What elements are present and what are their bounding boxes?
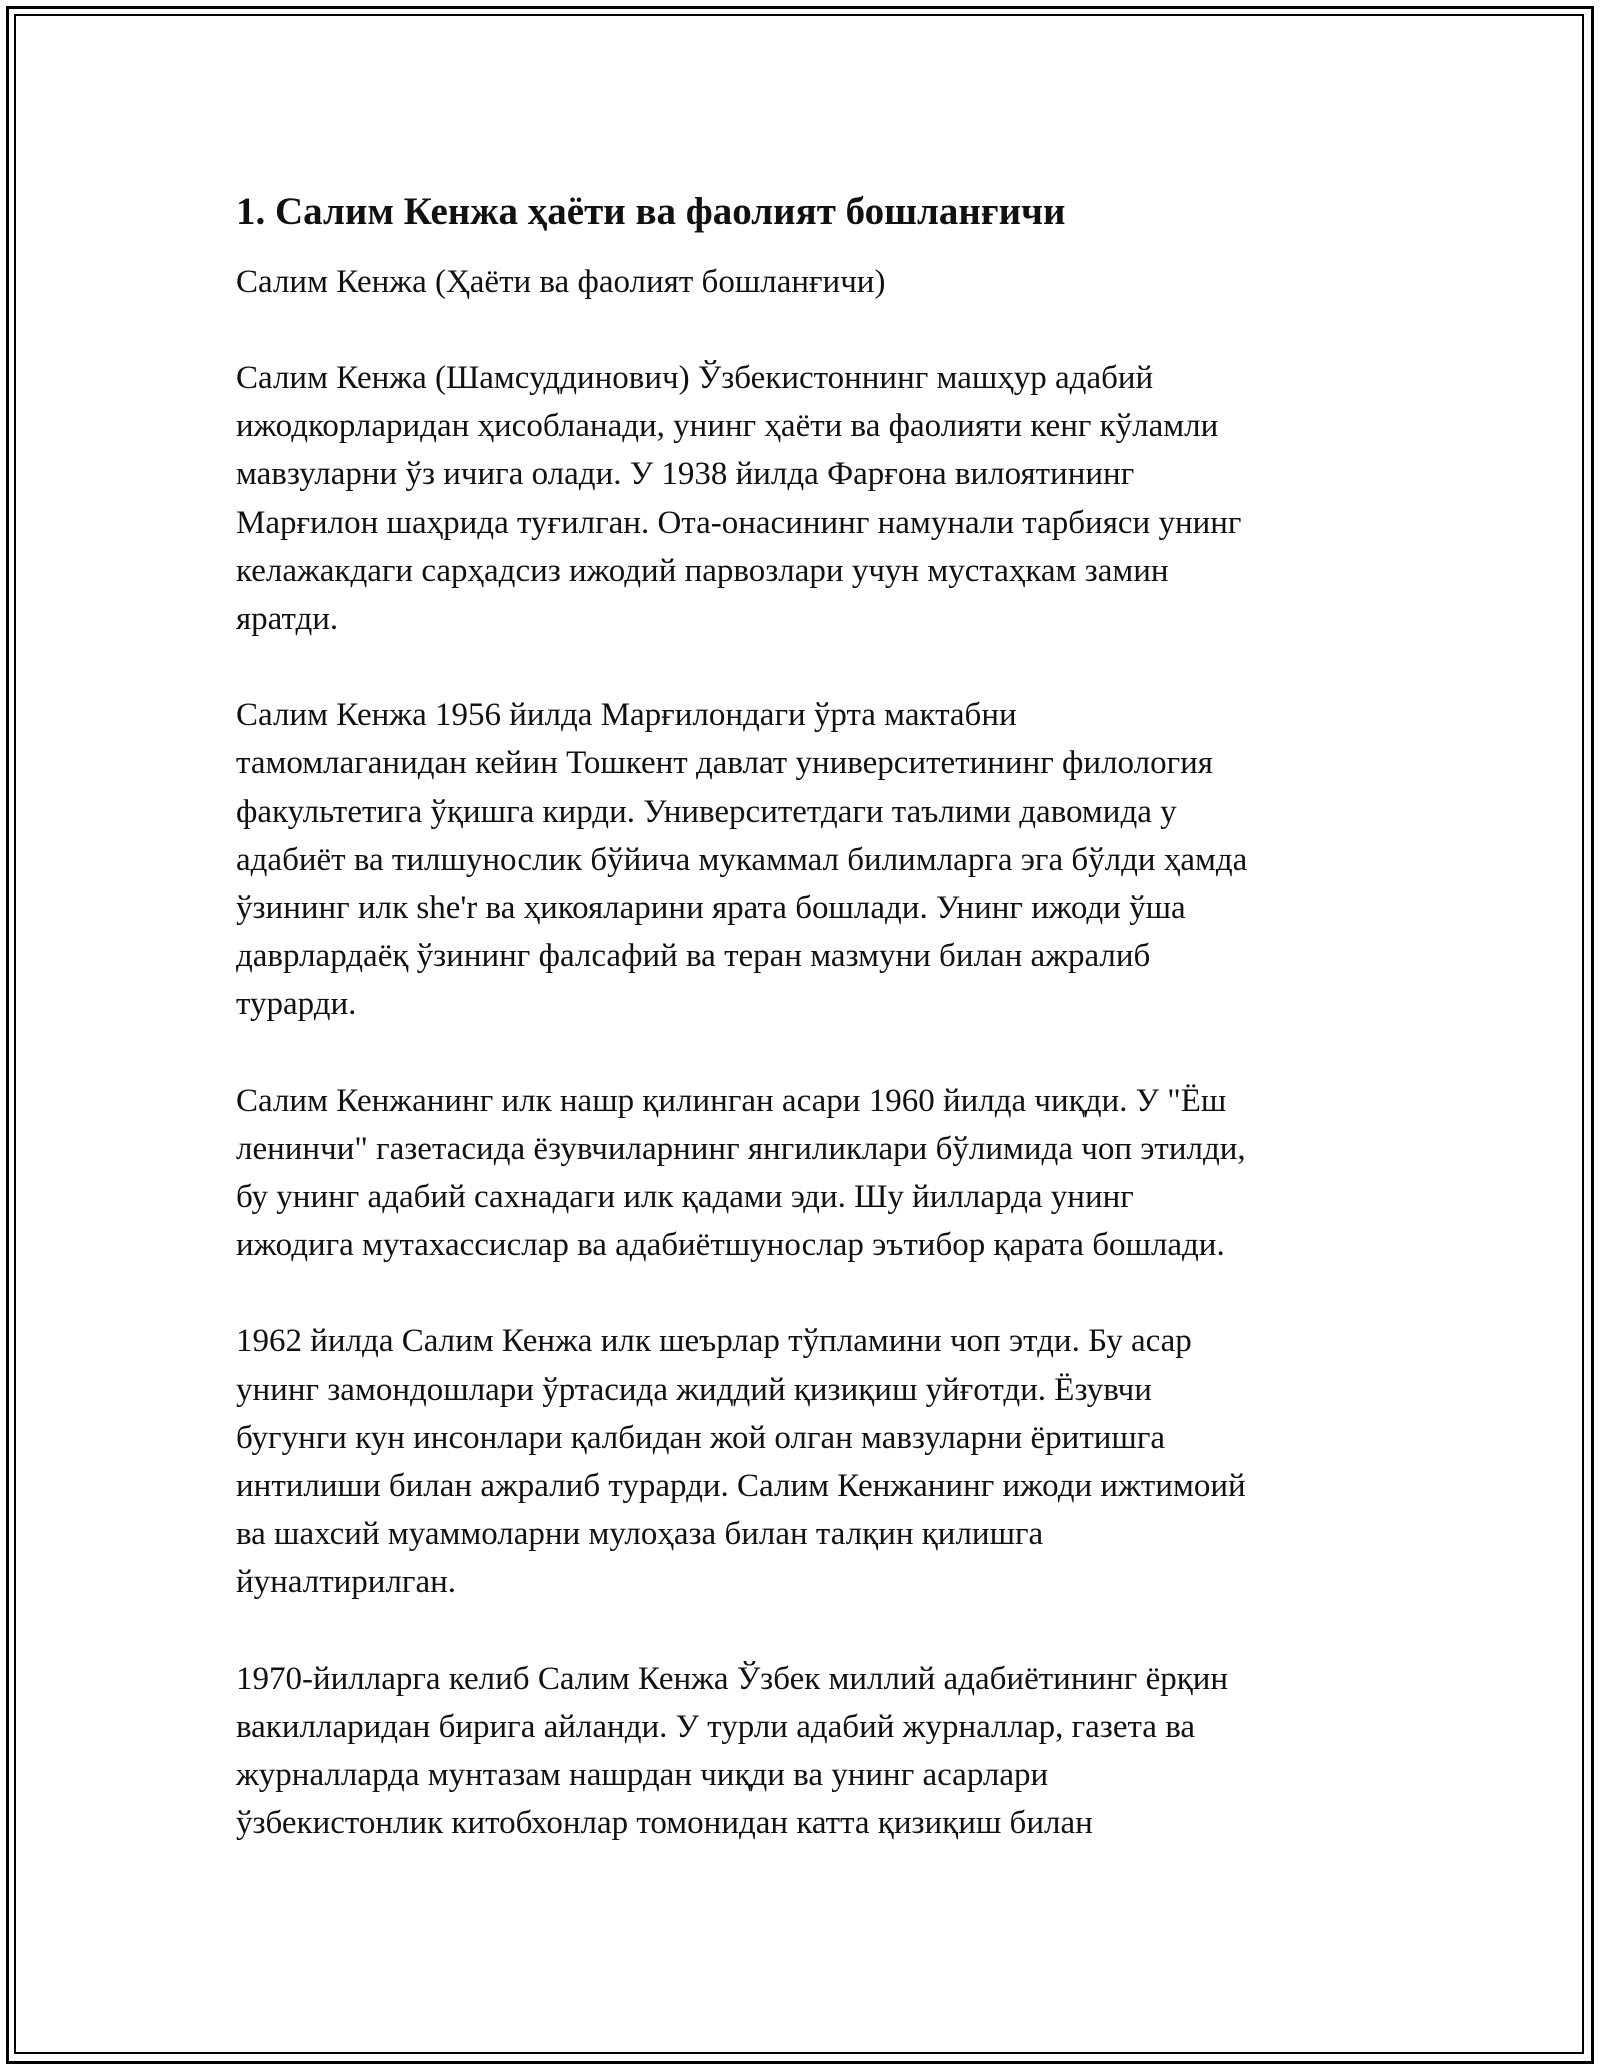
paragraph-1 (236, 354, 1386, 643)
paragraph-line: унинг замондошлари ўртасида жиддий қизиқиш уйғотди. Ёзувчи (236, 1371, 1152, 1408)
paragraph-line: ижодкорларидан ҳисобланади, унинг ҳаёти ва фаолияти кенг кўламли (236, 408, 1219, 445)
paragraph-line: ва шахсий муаммоларни мулоҳаза билан талқин қилишга (236, 1516, 1044, 1553)
paragraph-line: 1970-йилларга келиб Салим Кенжа Ўзбек миллий адабиётининг ёрқин (236, 1660, 1229, 1697)
paragraph-line: Салим Кенжа (Шамсуддинович) Ўзбекистоннинг машҳур адабий (236, 360, 1154, 396)
paragraph-line: яратди. (236, 601, 339, 638)
paragraph-line: журналларда мунтазам нашрдан чиқди ва унинг асарлари (236, 1757, 1049, 1794)
paragraph-line: адабиёт ва тилшунослик бўйича мукаммал билимларга эга бўлди ҳамда (236, 841, 1248, 878)
paragraph-line: йуналтирилган. (236, 1564, 457, 1601)
paragraph-4 (236, 1317, 1386, 1606)
paragraph-line: факультетига ўқишга кирди. Университетдаги таълими давомида у (236, 793, 1177, 830)
section-subtitle: Салим Кенжа (Ҳаёти ва фаолият бошланғичи) (236, 264, 886, 300)
document-page (236, 184, 1386, 1847)
paragraph-line: даврлардаёқ ўзининг фалсафий ва теран мазмуни билан ажралиб (236, 938, 1151, 975)
paragraph-5 (236, 1655, 1386, 1848)
paragraph-line: вакилларидан бирига айланди. У турли адабий журналлар, газета ва (236, 1708, 1195, 1745)
paragraph-line: ўзининг илк she'r ва ҳикояларини ярата бошлади. Унинг ижоди ўша (236, 890, 1186, 927)
paragraph-line: ўзбекистонлик китобхонлар томонидан катта қизиқиш билан (236, 1805, 1093, 1842)
paragraph-2 (236, 691, 1386, 1028)
paragraph-line: ижодига мутахассислар ва адабиётшунослар эътибор қарата бошлади. (236, 1227, 1225, 1264)
paragraph-line: Марғилон шаҳрида туғилган. Ота-онасининг намунали тарбияси унинг (236, 504, 1242, 541)
paragraph-line: интилиши билан ажралиб турарди. Салим Кенжанинг ижоди ижтимоий (236, 1468, 1246, 1505)
paragraph-3 (236, 1077, 1386, 1270)
paragraph-line: турарди. (236, 986, 357, 1023)
paragraph-line: Салим Кенжанинг илк нашр қилинган асари 1960 йилда чиқди. У "Ёш (236, 1082, 1227, 1119)
paragraph-line: тамомлаганидан кейин Тошкент давлат университетининг филология (236, 745, 1213, 782)
paragraph-line: мавзуларни ўз ичига олади. У 1938 йилда Фарғона вилоятининг (236, 456, 1135, 493)
paragraph-line: Салим Кенжа 1956 йилда Марғилондаги ўрта мактабни (236, 697, 1017, 734)
section-heading: 1. Салим Кенжа ҳаёти ва фаолият бошланғичи (236, 190, 1066, 233)
paragraph-line: 1962 йилда Салим Кенжа илк шеърлар тўпламини чоп этди. Бу асар (236, 1323, 1192, 1360)
paragraph-line: ленинчи" газетасида ёзувчиларнинг янгиликлари бўлимида чоп этилди, (236, 1130, 1246, 1167)
paragraph-line: келажакдаги сарҳадсиз ижодий парвозлари учун мустаҳкам замин (236, 552, 1169, 589)
paragraph-line: бу унинг адабий сахнадаги илк қадами эди. Шу йилларда унинг (236, 1179, 1134, 1216)
paragraph-line: бугунги кун инсонлари қалбидан жой олган мавзуларни ёритишга (236, 1419, 1165, 1456)
